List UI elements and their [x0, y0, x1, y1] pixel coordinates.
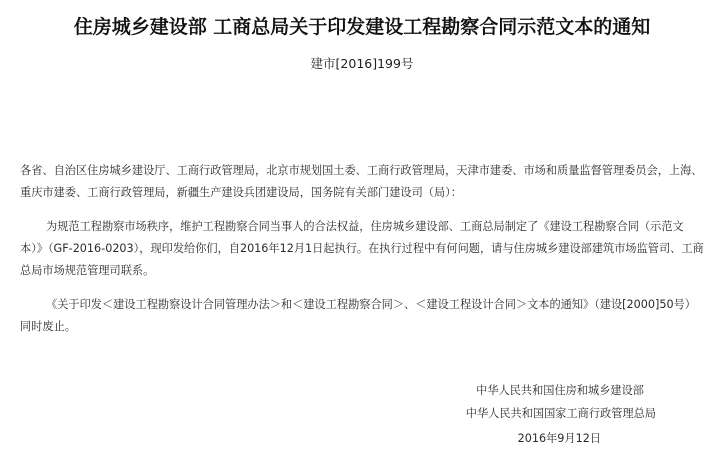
- document-number: 建市[2016]199号: [310, 56, 414, 71]
- issue-date: 2016年9月12日: [517, 432, 601, 445]
- signatory-industry-commerce: 中华人民共和国国家工商行政管理总局: [465, 407, 656, 420]
- body-paragraph-2: 《关于印发＜建设工程勘察设计合同管理办法＞和＜建设工程勘察合同＞、＜建设工程设计合同＞文本的通知》（建设[2000]50号）同时废止。: [20, 298, 696, 333]
- notice-title: 住房城乡建设部 工商总局关于印发建设工程勘察合同示范文本的通知: [73, 16, 651, 38]
- signatory-ministry-housing: 中华人民共和国住房和城乡建设部: [476, 384, 644, 397]
- addressees-paragraph: 各省、自治区住房城乡建设厅、工商行政管理局，北京市规划国土委、工商行政管理局，天津市建委、市场和质量监督管理委员会，上海、重庆市建委、工商行政管理局，新疆生产建设兵团建设局，国务院有关部门建设司（局）：: [20, 164, 703, 199]
- body-paragraph-1: 为规范工程勘察市场秩序，维护工程勘察合同当事人的合法权益，住房城乡建设部、工商总局制定了《建设工程勘察合同（示范文本）》（GF-2016-0203），现印发给你们，自2016年12月1日起执行。在执行过程中有何问题，请与住房城乡建设部建筑市场监管司、工商总局市场规范管理司联系。: [20, 220, 704, 277]
